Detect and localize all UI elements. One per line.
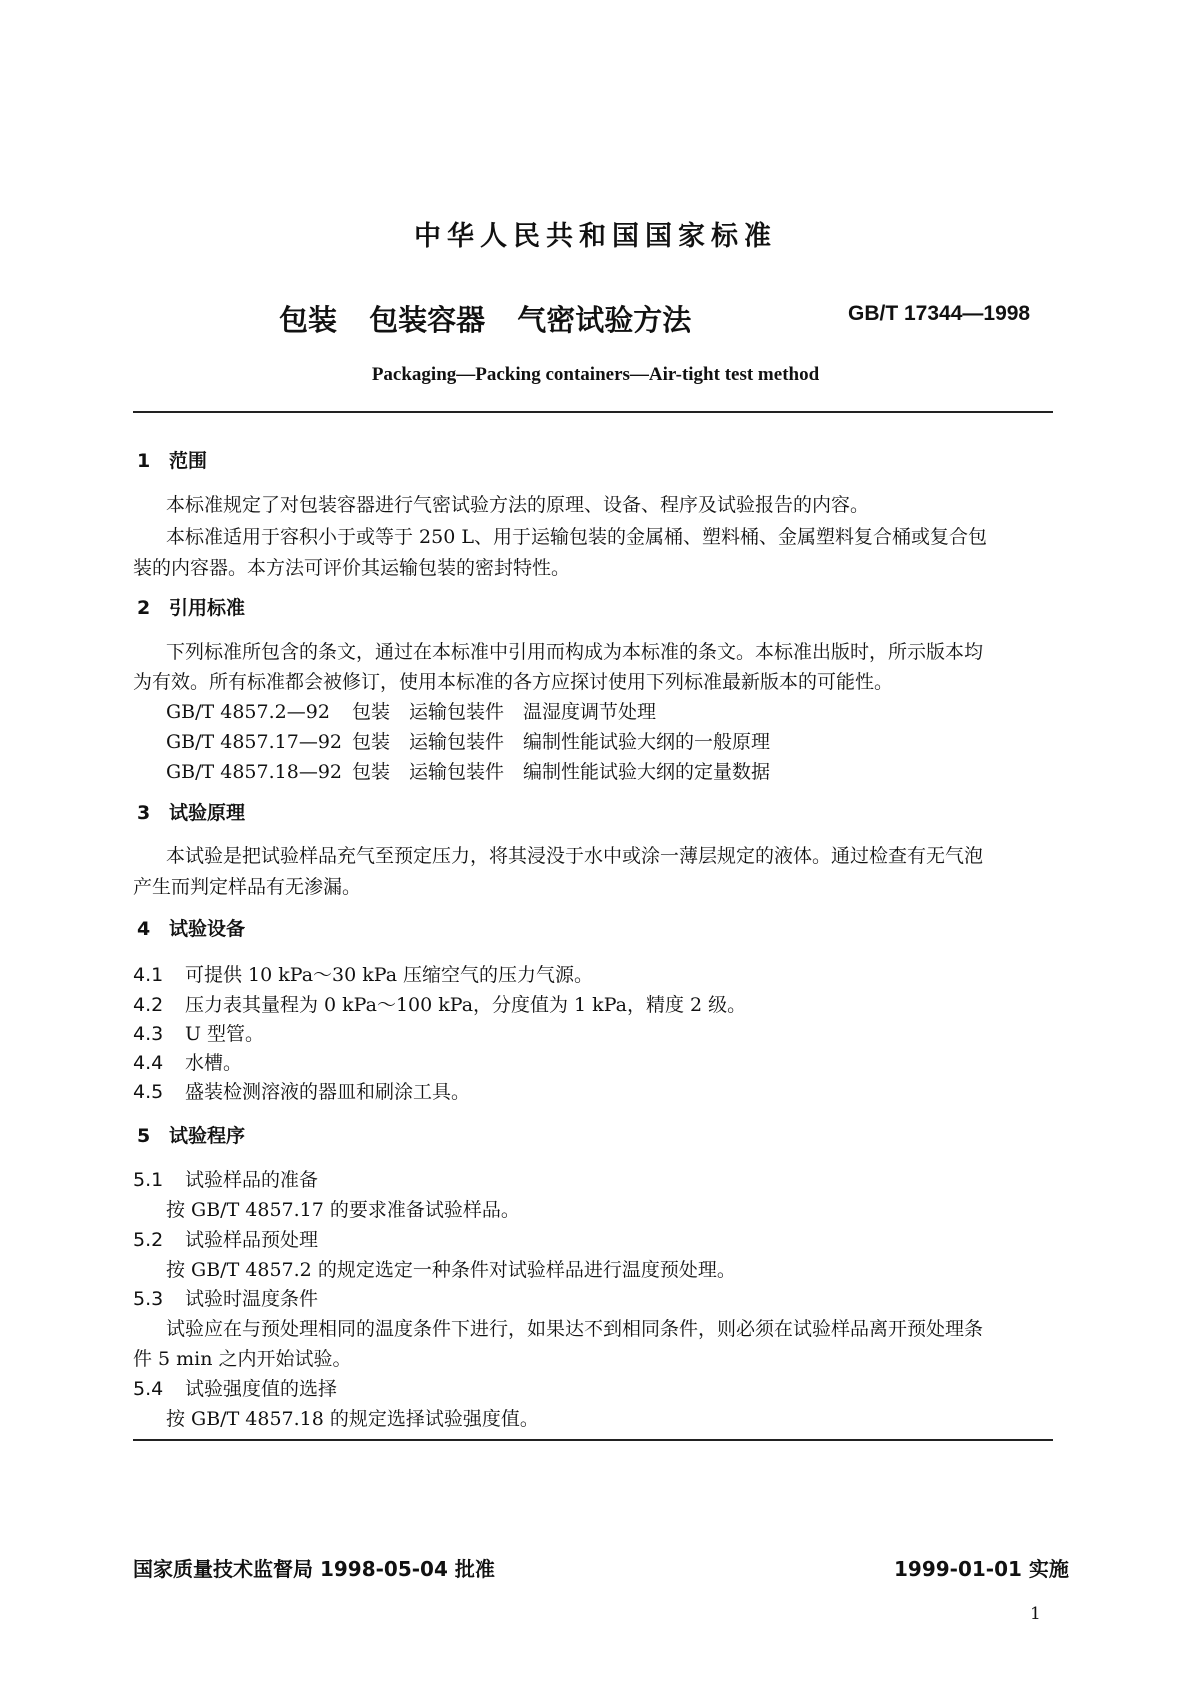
document-title-en: Packaging—Packing containers—Air-tight test method: [371, 364, 820, 385]
procedure-text-5-1: 按 GB/T 4857.17 的要求准备试验样品。: [166, 1199, 520, 1221]
equipment-item: [133, 1048, 242, 1075]
section-number: 1: [137, 450, 151, 472]
section-1-heading: [137, 446, 207, 473]
section-3-paragraph-line-2: 产生而判定样品有无渗漏。: [133, 876, 362, 898]
reference-code: GB/T 4857.18—92: [166, 761, 343, 783]
section-number: 2: [137, 597, 151, 619]
equipment-item: [133, 1019, 264, 1046]
item-text: 水槽。: [185, 1052, 243, 1074]
item-text: 压力表其量程为 0 kPa～100 kPa，分度值为 1 kPa，精度 2 级。: [185, 994, 747, 1016]
procedure-text-5-2: 按 GB/T 4857.2 的规定选定一种条件对试验样品进行温度预处理。: [166, 1259, 736, 1281]
reference-title: 包装 运输包装件 编制性能试验大纲的一般原理: [352, 731, 771, 753]
item-text: U 型管。: [185, 1023, 265, 1045]
item-title: 试验强度值的选择: [185, 1378, 338, 1400]
header-divider: [133, 411, 1053, 413]
section-2-paragraph-line-2: 为有效。所有标准都会被修订，使用本标准的各方应探讨使用下列标准最新版本的可能性。: [133, 671, 894, 693]
item-number: 5.4: [133, 1378, 164, 1400]
equipment-item: [133, 990, 746, 1017]
section-1-paragraph-1: 本标准规定了对包装容器进行气密试验方法的原理、设备、程序及试验报告的内容。: [166, 494, 870, 516]
reference-item: [166, 727, 770, 754]
section-title: 试验设备: [169, 918, 246, 940]
procedure-subheading-5-3: [133, 1284, 318, 1311]
reference-item: [166, 757, 770, 784]
procedure-subheading-5-1: [133, 1165, 318, 1192]
section-1-paragraph-2-line-1: 本标准适用于容积小于或等于 250 L、用于运输包装的金属桶、塑料桶、金属塑料复合桶或复合包: [166, 526, 987, 548]
item-text: 可提供 10 kPa～30 kPa 压缩空气的压力气源。: [185, 964, 594, 986]
section-title: 试验原理: [169, 802, 246, 824]
procedure-text-5-3-line-2: 件 5 min 之内开始试验。: [133, 1348, 352, 1370]
reference-title: 包装 运输包装件 温湿度调节处理: [352, 701, 657, 723]
section-5-heading: [137, 1121, 245, 1148]
effective-date: 1999-01-01 实施: [894, 1557, 1069, 1581]
approval-statement: 国家质量技术监督局 1998-05-04 批准: [133, 1557, 495, 1581]
section-4-heading: [137, 914, 245, 941]
reference-code: GB/T 4857.17—92: [166, 731, 343, 753]
item-number: 5.1: [133, 1169, 164, 1191]
document-title-cn: 包装 包装容器 气密试验方法: [279, 303, 692, 337]
section-title: 范围: [169, 450, 208, 472]
item-number: 4.5: [133, 1081, 164, 1103]
item-title: 试验时温度条件: [185, 1288, 319, 1310]
footer-divider: [133, 1439, 1053, 1441]
procedure-text-5-4: 按 GB/T 4857.18 的规定选择试验强度值。: [166, 1408, 539, 1430]
section-number: 4: [137, 918, 151, 940]
item-number: 5.3: [133, 1288, 164, 1310]
national-standard-heading: 中华人民共和国国家标准: [414, 221, 777, 252]
procedure-subheading-5-2: [133, 1225, 318, 1252]
section-title: 试验程序: [169, 1125, 246, 1147]
section-3-heading: [137, 798, 245, 825]
section-1-paragraph-2-line-2: 装的内容器。本方法可评价其运输包装的密封特性。: [133, 557, 571, 579]
item-text: 盛装检测溶液的器皿和刷涂工具。: [185, 1081, 471, 1103]
item-number: 4.2: [133, 994, 164, 1016]
item-title: 试验样品预处理: [185, 1229, 319, 1251]
section-3-paragraph-line-1: 本试验是把试验样品充气至预定压力，将其浸没于水中或涂一薄层规定的液体。通过检查有无气泡: [166, 845, 984, 867]
section-2-paragraph-line-1: 下列标准所包含的条文，通过在本标准中引用而构成为本标准的条文。本标准出版时，所示版本均: [166, 641, 984, 663]
reference-title: 包装 运输包装件 编制性能试验大纲的定量数据: [352, 761, 771, 783]
procedure-text-5-3-line-1: 试验应在与预处理相同的温度条件下进行，如果达不到相同条件，则必须在试验样品离开预处理条: [166, 1318, 984, 1340]
item-number: 4.1: [133, 964, 164, 986]
section-title: 引用标准: [169, 597, 246, 619]
equipment-item: [133, 1077, 470, 1104]
item-title: 试验样品的准备: [185, 1169, 319, 1191]
item-number: 4.3: [133, 1023, 164, 1045]
page-number: 1: [1030, 1604, 1041, 1624]
reference-item: [166, 697, 656, 724]
section-2-heading: [137, 593, 245, 620]
item-number: 5.2: [133, 1229, 164, 1251]
procedure-subheading-5-4: [133, 1374, 337, 1401]
standard-number: GB/T 17344—1998: [848, 302, 1031, 325]
item-number: 4.4: [133, 1052, 164, 1074]
section-number: 5: [137, 1125, 151, 1147]
reference-code: GB/T 4857.2—92: [166, 701, 330, 723]
equipment-item: [133, 960, 593, 987]
section-number: 3: [137, 802, 151, 824]
